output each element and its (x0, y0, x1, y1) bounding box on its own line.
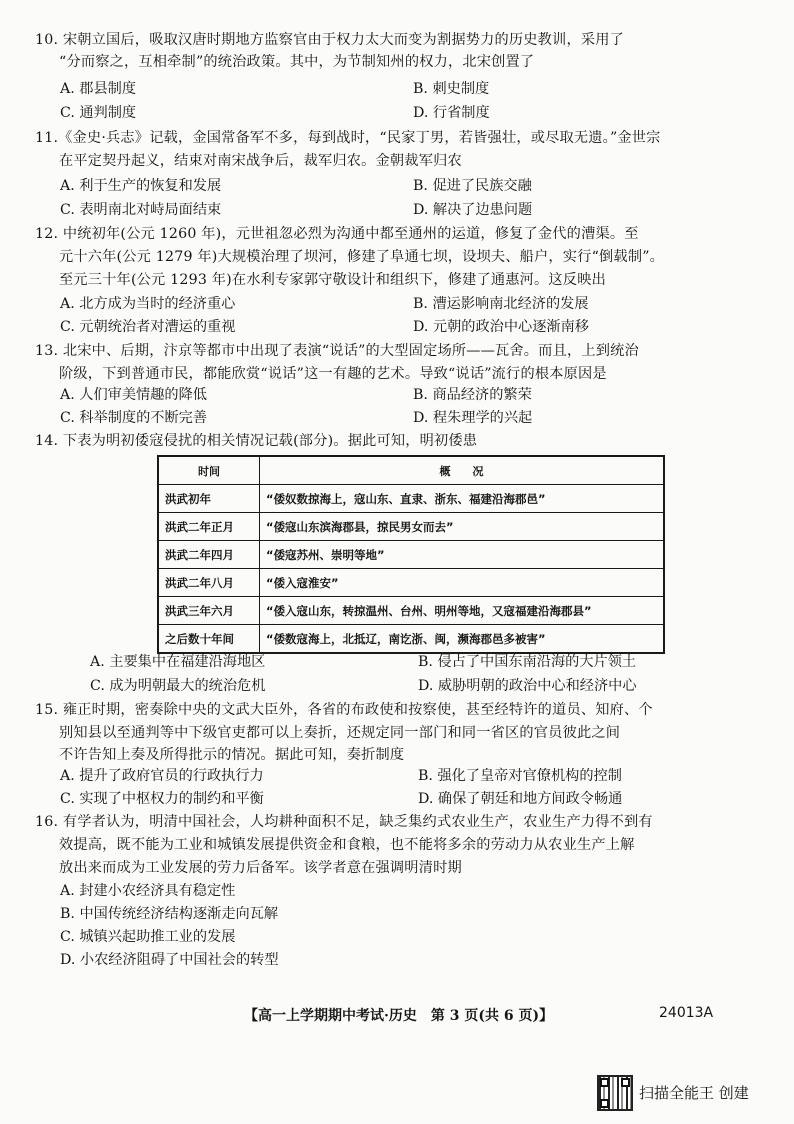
table-row (158, 625, 664, 654)
q11-option-b: B. 促进了民族交融 (413, 178, 532, 194)
q14-option-c: C. 成为明朝最大的统治危机 (90, 678, 266, 694)
q15-option-a: A. 提升了政府官员的行政执行力 (60, 768, 264, 784)
table-cell-time: 洪武初年 (158, 485, 260, 513)
q11-option-a: A. 利于生产的恢复和发展 (60, 178, 222, 194)
exam-code: 24013A (659, 1005, 714, 1021)
question-15-line-2: 别知县以至通判等中下级官吏都可以上奏折，还规定同一部门和同一省区的官员彼此之间 (59, 725, 621, 741)
question-14-line-1: 14. 下表为明初倭寇侵扰的相关情况记载(部分)。据此可知，明初倭患 (35, 433, 478, 449)
q16-option-d: D. 小农经济阻碍了中国社会的转型 (60, 952, 279, 968)
question-13-line-2: 阶级，下到普通市民，都能欣赏“说话”这一有趣的艺术。导致“说话”流行的根本原因是 (59, 366, 607, 382)
q16-option-b: B. 中国传统经济结构逐渐走向瓦解 (60, 906, 279, 922)
q12-option-b: B. 漕运影响南北经济的发展 (413, 296, 589, 312)
table-cell-summary: “倭入寇山东，转掠温州、台州、明州等地，又寇福建沿海郡县” (260, 597, 665, 625)
table-cell-time: 洪武二年八月 (158, 569, 260, 597)
q13-option-a: A. 人们审美情趣的降低 (60, 387, 207, 403)
table-cell-time: 之后数十年间 (158, 625, 260, 654)
q13-option-d: D. 程朱理学的兴起 (413, 410, 533, 426)
question-12-line-3: 至元三十年(公元 1293 年)在水利专家郭守敬设计和组织下，修建了通惠河。这反映出 (59, 272, 606, 288)
wokou-table (157, 455, 665, 654)
question-16-line-3: 放出来而成为工业发展的劳力后备军。该学者意在强调明清时期 (59, 860, 462, 876)
table-cell-time: 洪武二年四月 (158, 541, 260, 569)
table-row (158, 513, 664, 541)
question-16-line-2: 效提高，既不能为工业和城镇发展提供资金和食粮，也不能将多余的劳动力从农业生产上解 (59, 837, 635, 853)
q15-option-d: D. 确保了朝廷和地方间政令畅通 (418, 791, 623, 807)
question-15-line-3: 不许告知上奏及所得批示的情况。据此可知，奏折制度 (59, 747, 405, 763)
question-10-line-2: “分而察之，互相牵制”的统治政策。其中，为节制知州的权力，北宋创置了 (59, 54, 535, 70)
table-row (158, 597, 664, 625)
q16-option-c: C. 城镇兴起助推工业的发展 (60, 929, 236, 945)
q12-option-c: C. 元朝统治者对漕运的重视 (60, 319, 236, 335)
table-row (158, 541, 664, 569)
question-11-line-2: 在平定契丹起义，结束对南宋战争后，裁军归农。金朝裁军归农 (59, 153, 462, 169)
q13-option-b: B. 商品经济的繁荣 (413, 387, 532, 403)
question-12-line-1: 12. 中统初年(公元 1260 年)，元世祖忽必烈为沟通中都至通州的运道，修复了金代的漕渠。至 (35, 226, 639, 242)
question-13-line-1: 13. 北宋中、后期，汴京等都市中出现了表演“说话”的大型固定场所——瓦舍。而且，上到统治 (35, 343, 639, 359)
q13-option-c: C. 科举制度的不断完善 (60, 410, 208, 426)
q11-option-d: D. 解决了边患问题 (413, 202, 533, 218)
q14-option-b: B. 侵占了中国东南沿海的大片领土 (418, 654, 637, 670)
q12-option-a: A. 北方成为当时的经济重心 (60, 296, 236, 312)
q10-option-c: C. 通判制度 (60, 105, 137, 121)
q10-option-a: A. 郡县制度 (60, 81, 137, 97)
table-header-row (158, 456, 664, 485)
table-header-summary: 概 况 (260, 456, 665, 485)
question-11-line-1: 11.《金史·兵志》记载，金国常备军不多，每到战时，“民家丁男，若皆强壮，或尽取无遗。”金世宗 (35, 130, 661, 146)
table-cell-summary: “倭寇苏州、崇明等地” (260, 541, 665, 569)
q10-option-d: D. 行省制度 (413, 105, 490, 121)
table-cell-summary: “倭数寇海上，北抵辽，南讫浙、闽，濒海郡邑多被害” (260, 625, 665, 654)
q16-option-a: A. 封建小农经济具有稳定性 (60, 883, 236, 899)
table-header-time: 时间 (158, 456, 260, 485)
qr-code-icon (597, 1075, 633, 1111)
q15-option-b: B. 强化了皇帝对官僚机构的控制 (418, 768, 622, 784)
table-cell-time: 洪武二年正月 (158, 513, 260, 541)
q10-option-b: B. 刺史制度 (413, 81, 490, 97)
page-footer-title: 【高一上学期期中考试·历史 第 3 页(共 6 页)】 (244, 1008, 554, 1024)
q15-option-c: C. 实现了中枢权力的制约和平衡 (60, 791, 264, 807)
question-15-line-1: 15. 雍正时期，密奏除中央的文武大臣外，各省的布政使和按察使，甚至经特许的道员、知府、个 (35, 702, 653, 718)
q11-option-c: C. 表明南北对峙局面结束 (60, 202, 222, 218)
q14-option-d: D. 威胁明朝的政治中心和经济中心 (418, 678, 637, 694)
table-cell-summary: “倭寇山东滨海郡县，掠民男女而去” (260, 513, 665, 541)
table-cell-summary: “倭入寇淮安” (260, 569, 665, 597)
q14-option-a: A. 主要集中在福建沿海地区 (90, 654, 266, 670)
q12-option-d: D. 元朝的政治中心逐渐南移 (413, 319, 589, 335)
table-row (158, 569, 664, 597)
scanner-watermark: 扫描全能王 创建 (639, 1084, 749, 1102)
question-12-line-2: 元十六年(公元 1279 年)大规模治理了坝河，修建了阜通七坝，设坝夫、船户，实行“倒载制”。 (59, 249, 665, 265)
table-cell-time: 洪武三年六月 (158, 597, 260, 625)
table-cell-summary: “倭奴数掠海上，寇山东、直隶、浙东、福建沿海郡邑” (260, 485, 665, 513)
table-row (158, 485, 664, 513)
question-16-line-1: 16. 有学者认为，明清中国社会，人均耕种面积不足，缺乏集约式农业生产，农业生产力得不到有 (35, 814, 653, 830)
question-10-line-1: 10. 宋朝立国后，吸取汉唐时期地方监察官由于权力太大而变为割据势力的历史教训，采用了 (35, 32, 624, 48)
